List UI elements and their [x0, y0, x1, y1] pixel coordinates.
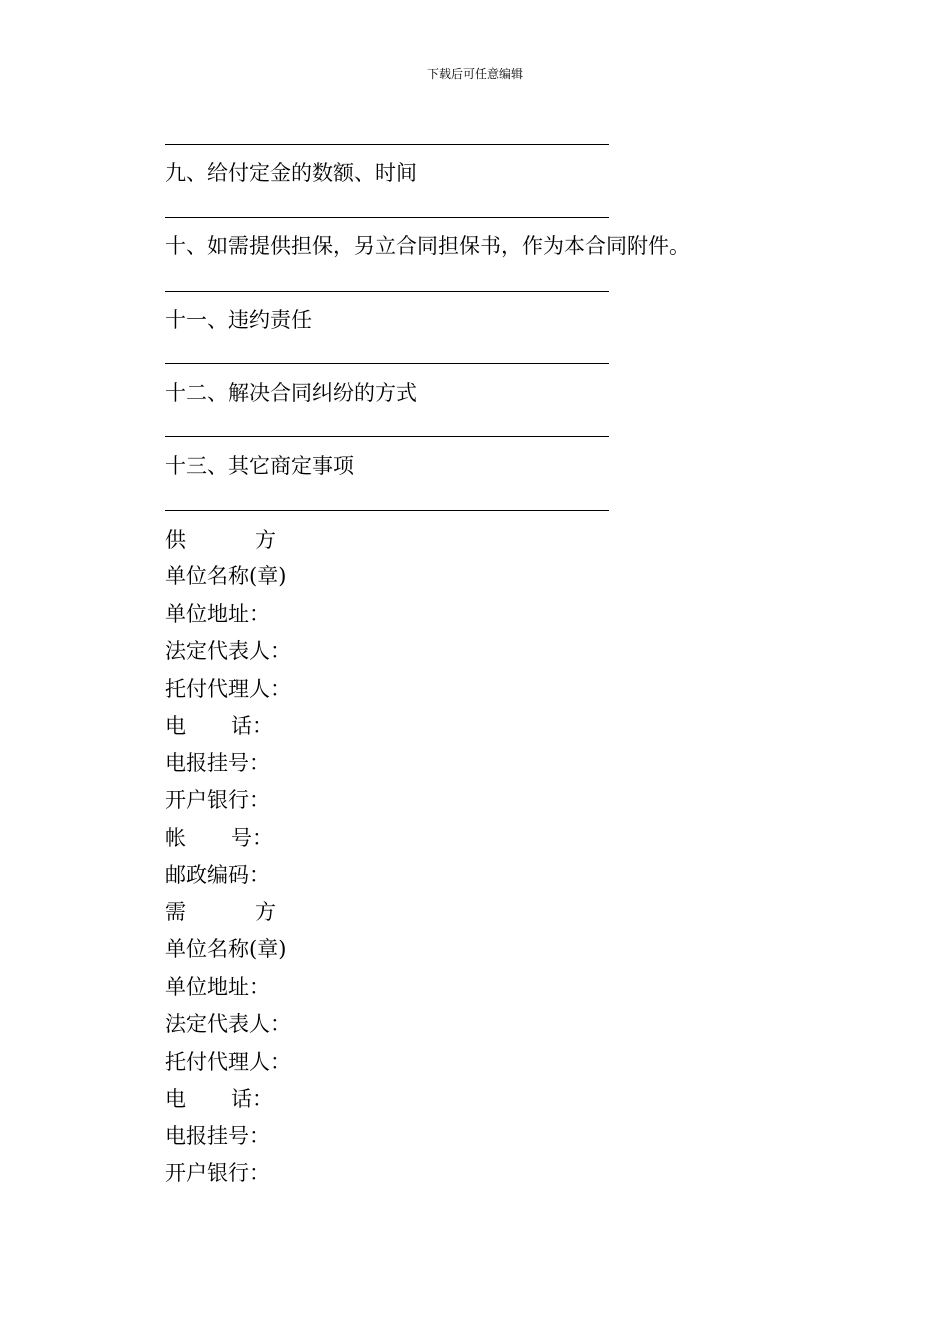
clause-11: 十一、违约责任: [165, 308, 312, 332]
buyer-bank: 开户银行：: [165, 1161, 270, 1185]
supplier-phone: [165, 713, 273, 739]
supplier-phone-a: 电: [165, 714, 186, 738]
supplier-phone-b: 话：: [231, 714, 273, 738]
buyer-heading-a: 需: [165, 900, 186, 924]
fill-in-line: [165, 510, 609, 511]
supplier-account: [165, 825, 273, 851]
supplier-heading: [165, 527, 276, 553]
buyer-heading: [165, 899, 276, 925]
buyer-phone-b: 话：: [231, 1087, 273, 1111]
buyer-telegraph: 电报挂号：: [165, 1124, 270, 1148]
clause-9: 九、给付定金的数额、时间: [165, 161, 417, 185]
supplier-agent: 托付代理人：: [165, 677, 291, 701]
buyer-heading-b: 方: [255, 900, 276, 924]
page-header: 下载后可任意编辑: [426, 67, 523, 81]
fill-in-line: [165, 436, 609, 437]
fill-in-line: [165, 363, 609, 364]
supplier-postcode: 邮政编码：: [165, 863, 270, 887]
fill-in-line: [165, 291, 609, 292]
buyer-agent: 托付代理人：: [165, 1050, 291, 1074]
supplier-unit-name: 单位名称(章): [165, 564, 287, 588]
fill-in-line: [165, 217, 609, 218]
supplier-account-b: 号：: [231, 826, 273, 850]
supplier-account-a: 帐: [165, 826, 186, 850]
clause-13: 十三、其它商定事项: [165, 454, 354, 478]
supplier-heading-a: 供: [165, 528, 186, 552]
buyer-phone: [165, 1086, 273, 1112]
buyer-unit-address: 单位地址：: [165, 975, 270, 999]
buyer-phone-a: 电: [165, 1087, 186, 1111]
supplier-telegraph: 电报挂号：: [165, 751, 270, 775]
supplier-unit-address: 单位地址：: [165, 602, 270, 626]
fill-in-line: [165, 144, 609, 145]
buyer-unit-name: 单位名称(章): [165, 937, 287, 961]
supplier-legal-rep: 法定代表人：: [165, 639, 291, 663]
supplier-bank: 开户银行：: [165, 788, 270, 812]
supplier-heading-b: 方: [255, 528, 276, 552]
clause-12: 十二、解决合同纠纷的方式: [165, 381, 417, 405]
clause-10: 十、如需提供担保，另立合同担保书，作为本合同附件。: [165, 234, 690, 258]
buyer-legal-rep: 法定代表人：: [165, 1012, 291, 1036]
